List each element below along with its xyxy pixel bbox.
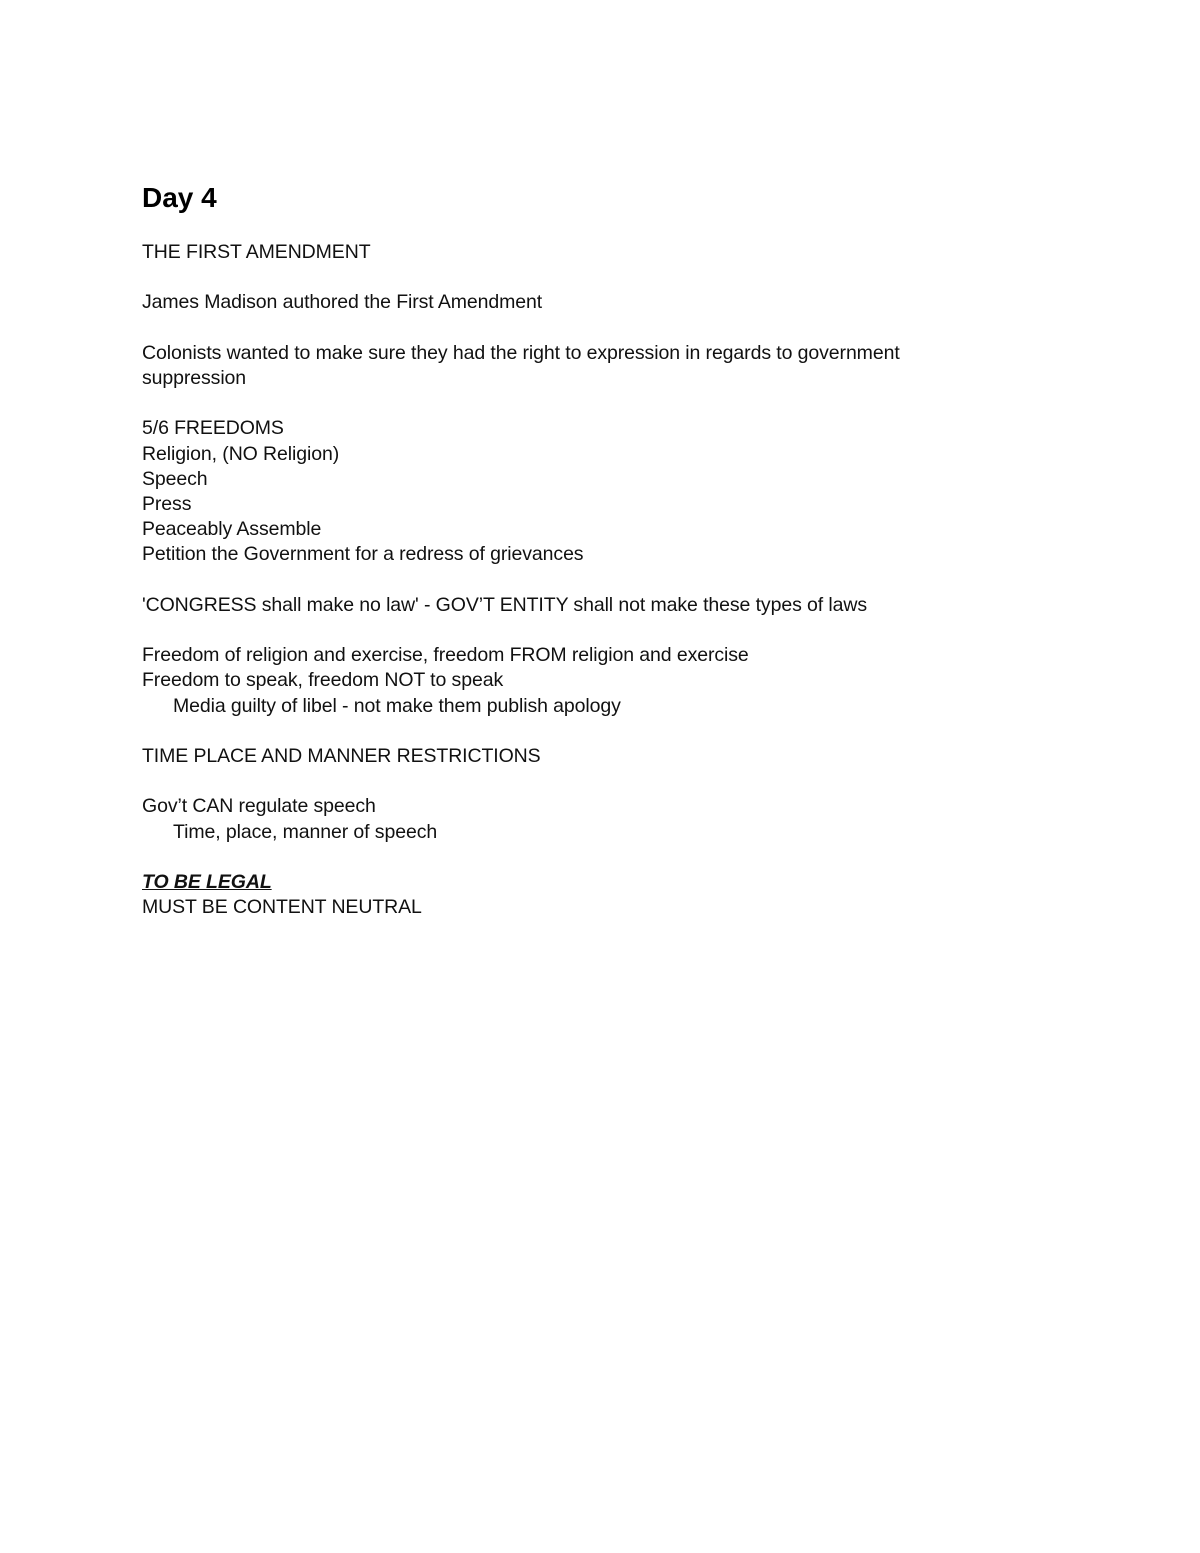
paragraph-line: Colonists wanted to make sure they had the right to expression in regards to government (142, 341, 900, 364)
list-item: Petition the Government for a redress of grievances (142, 543, 584, 566)
spacer (142, 845, 1102, 870)
list-item: Religion, (NO Religion) (142, 442, 340, 465)
paragraph-line: Gov’t CAN regulate speech (142, 795, 376, 818)
indented-line: Media guilty of libel - not make them publish apology (173, 694, 621, 717)
section-heading: THE FIRST AMENDMENT (142, 241, 371, 263)
spacer (142, 568, 1102, 593)
spacer (142, 391, 1102, 416)
page-title: Day 4 (142, 182, 217, 213)
paragraph-line: 'CONGRESS shall make no law' - GOV’T ENTITY shall not make these types of laws (142, 593, 868, 616)
spacer (142, 316, 1102, 341)
list-item: Speech (142, 467, 208, 490)
paragraph-line: suppression (142, 366, 247, 389)
list-item: Press (142, 492, 192, 515)
spacer (142, 618, 1102, 643)
paragraph-line: Freedom of religion and exercise, freedom FROM religion and exercise (142, 644, 749, 667)
legal-heading: TO BE LEGAL (142, 870, 272, 893)
freedoms-heading: 5/6 FREEDOMS (142, 417, 284, 440)
paragraph-line: Freedom to speak, freedom NOT to speak (142, 669, 504, 692)
spacer (142, 719, 1102, 744)
list-item: Peaceably Assemble (142, 518, 322, 541)
paragraph-line: MUST BE CONTENT NEUTRAL (142, 896, 422, 919)
document-page (142, 178, 1102, 920)
indented-line: Time, place, manner of speech (173, 820, 438, 843)
spacer (142, 769, 1102, 794)
paragraph-line: James Madison authored the First Amendment (142, 291, 543, 314)
spacer (142, 265, 1102, 290)
section-heading: TIME PLACE AND MANNER RESTRICTIONS (142, 744, 541, 767)
